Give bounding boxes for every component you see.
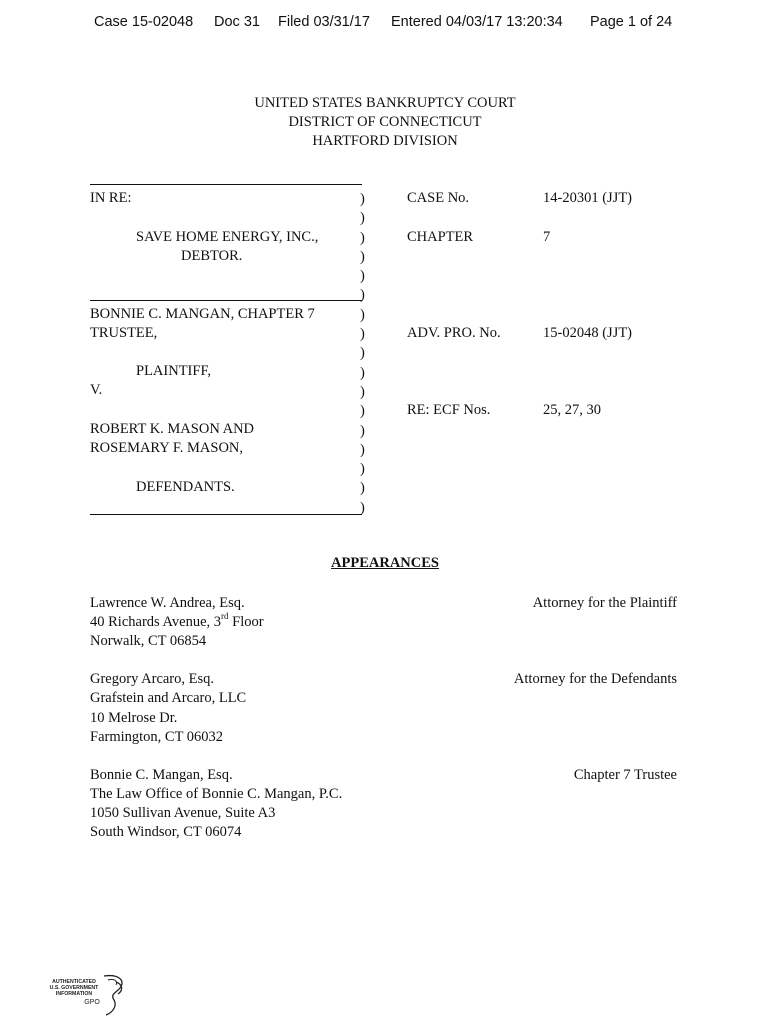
appearance-defendants-attorney-firm: Grafstein and Arcaro, LLC — [90, 690, 247, 706]
caption-versus: V. — [90, 382, 103, 398]
caption-debtor-label: DEBTOR. — [181, 248, 243, 264]
court-division: HARTFORD DIVISION — [312, 133, 458, 149]
caption-paren: ) — [360, 441, 365, 458]
caption-paren: ) — [360, 248, 365, 265]
gpo-authentication-seal-icon — [44, 972, 134, 1020]
appearance-plaintiff-attorney-role: Attorney for the Plaintiff — [532, 595, 677, 611]
caption-paren: ) — [360, 210, 365, 227]
caption-paren: ) — [360, 229, 365, 246]
appearance-plaintiff-attorney-city: Norwalk, CT 06854 — [90, 633, 207, 649]
svg-text:GPO: GPO — [84, 999, 100, 1006]
adv-pro-label: ADV. PRO. No. — [407, 325, 501, 341]
caption-paren: ) — [360, 480, 365, 497]
caption-debtor-name: SAVE HOME ENERGY, INC., — [136, 229, 319, 245]
caption-defendant-name-2: ROSEMARY F. MASON, — [90, 440, 244, 456]
appearance-trustee-address: 1050 Sullivan Avenue, Suite A3 — [90, 805, 276, 821]
caption-paren: ) — [360, 345, 365, 362]
court-name: UNITED STATES BANKRUPTCY COURT — [254, 95, 516, 111]
appearance-trustee-firm: The Law Office of Bonnie C. Mangan, P.C. — [90, 786, 343, 802]
caption-plaintiff-label: PLAINTIFF, — [136, 363, 211, 379]
caption-plaintiff-title: TRUSTEE, — [90, 325, 158, 341]
header-entered-date: Entered 04/03/17 13:20:34 — [391, 14, 563, 30]
caption-paren: ) — [360, 461, 365, 478]
caption-paren: ) — [360, 364, 365, 381]
appearance-trustee-city: South Windsor, CT 06074 — [90, 824, 242, 840]
adv-pro-value: 15-02048 (JJT) — [543, 325, 633, 341]
header-page-number: Page 1 of 24 — [590, 14, 673, 30]
caption-defendant-name-1: ROBERT K. MASON AND — [90, 421, 255, 437]
svg-text:U.S. GOVERNMENT: U.S. GOVERNMENT — [49, 985, 99, 991]
appearance-plaintiff-attorney-address: 40 Richards Avenue, 3rd Floor — [90, 611, 264, 630]
caption-paren: ) — [360, 403, 365, 420]
caption-paren: ) — [360, 422, 365, 439]
header-doc-number: Doc 31 — [214, 14, 260, 30]
appearances-title: APPEARANCES — [331, 555, 439, 571]
appearance-plaintiff-attorney-name: Lawrence W. Andrea, Esq. — [90, 595, 245, 611]
caption-paren: ) — [360, 268, 365, 285]
caption-paren: ) — [360, 499, 365, 516]
appearance-defendants-attorney-role: Attorney for the Defendants — [513, 671, 677, 687]
caption-paren: ) — [360, 306, 365, 323]
appearance-defendants-attorney-name: Gregory Arcaro, Esq. — [90, 671, 215, 687]
appearance-defendants-attorney-city: Farmington, CT 06032 — [90, 729, 224, 745]
caption-paren: ) — [360, 287, 365, 304]
caption-paren: ) — [360, 326, 365, 343]
caption-rule-top — [90, 184, 362, 185]
caption-plaintiff-name: BONNIE C. MANGAN, CHAPTER 7 — [90, 306, 315, 322]
header-case-number: Case 15-02048 — [94, 14, 194, 30]
caption-paren: ) — [360, 191, 365, 207]
appearance-trustee-name: Bonnie C. Mangan, Esq. — [90, 767, 233, 783]
svg-text:AUTHENTICATED: AUTHENTICATED — [52, 979, 96, 985]
caption-paren-column — [360, 190, 372, 518]
caption-paren: ) — [360, 383, 365, 400]
caption-rule-bottom — [90, 514, 362, 515]
appearance-defendants-attorney-address: 10 Melrose Dr. — [90, 710, 178, 726]
caption-defendant-label: DEFENDANTS. — [136, 479, 235, 495]
chapter-label: CHAPTER — [407, 229, 474, 245]
caption-in-re: IN RE: — [90, 190, 132, 206]
case-number-label: CASE No. — [407, 190, 470, 206]
chapter-value: 7 — [543, 229, 551, 245]
appearance-trustee-role: Chapter 7 Trustee — [573, 767, 677, 783]
header-filed-date: Filed 03/31/17 — [278, 14, 370, 30]
ecf-value: 25, 27, 30 — [543, 402, 601, 418]
ecf-label: RE: ECF Nos. — [407, 402, 491, 418]
court-district: DISTRICT OF CONNECTICUT — [288, 114, 482, 130]
caption-rule-middle — [90, 300, 362, 301]
case-number-value: 14-20301 (JJT) — [543, 190, 633, 206]
svg-text:INFORMATION: INFORMATION — [55, 991, 93, 997]
